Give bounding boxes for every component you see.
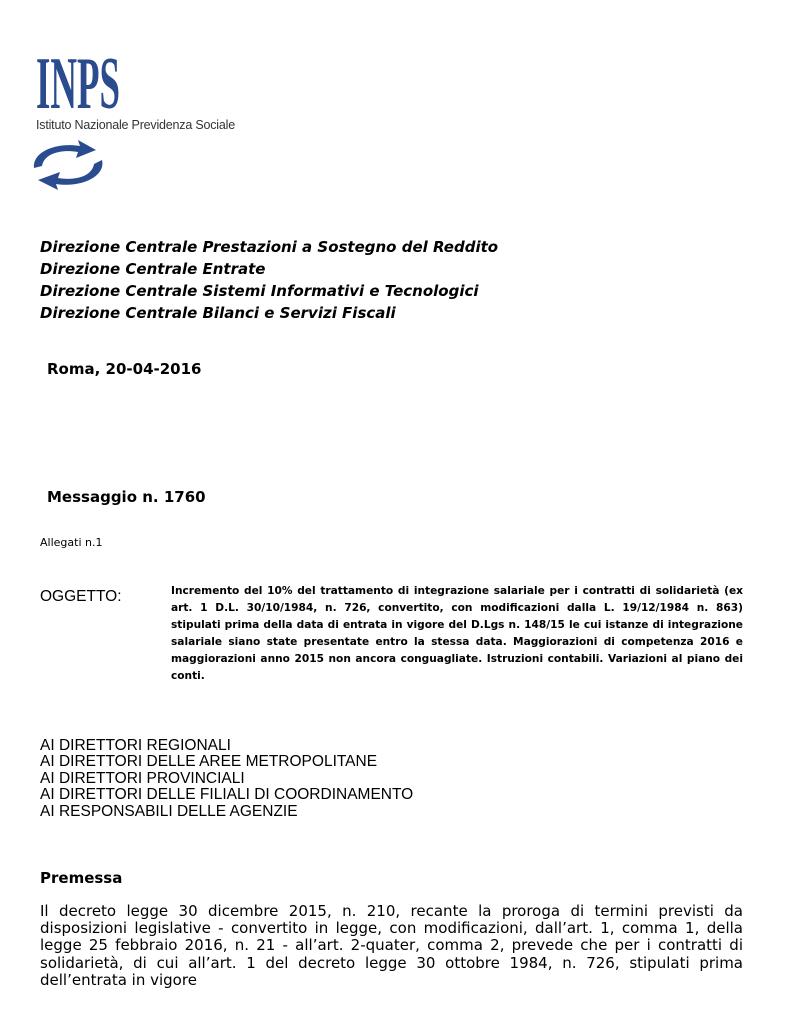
recipient-line: AI DIRETTORI REGIONALI	[40, 737, 231, 754]
recipient-line: AI DIRETTORI PROVINCIALI	[40, 769, 245, 787]
attachments-count: Allegati n.1	[40, 536, 103, 549]
inps-logo-word: INPS	[36, 44, 120, 114]
subject-label: OGGETTO:	[40, 588, 122, 605]
directorate-line: Direzione Centrale Bilanci e Servizi Fiscali	[40, 304, 396, 322]
directorates-block	[40, 236, 498, 324]
section-title: Premessa	[40, 869, 123, 887]
directorate-line: Direzione Centrale Sistemi Informativi e Tecnologici	[40, 282, 479, 300]
recipient-line: AI RESPONSABILI DELLE AGENZIE	[40, 802, 298, 820]
inps-logo-subtitle: Istituto Nazionale Previdenza Sociale	[36, 118, 235, 132]
date-line: Roma, 20-04-2016	[47, 360, 202, 378]
message-number: Messaggio n. 1760	[47, 488, 206, 506]
recipients-list	[40, 738, 413, 820]
body-paragraph: Il decreto legge 30 dicembre 2015, n. 210, recante la proroga di termini previsti da disposizioni legislative - convertito in legge, con modificazioni, dall’art. 1, comma 1, della legge 25 febbraio 2016, n. 21 - all’art. 2-quater, comma 2, prevede che per i contratti di solidarietà, di cui all’art. 1 del decreto legge 30 ottobre 1984, n. 726, stipulati prima dell’entrata in vigore	[40, 902, 743, 989]
directorate-line: Direzione Centrale Prestazioni a Sostegno del Reddito	[40, 238, 499, 256]
directorate-line: Direzione Centrale Entrate	[40, 260, 266, 278]
inps-arrows-icon	[26, 138, 110, 190]
recipient-line: AI DIRETTORI DELLE FILIALI DI COORDINAMENTO	[40, 786, 414, 804]
recipient-line: AI DIRETTORI DELLE AREE METROPOLITANE	[40, 753, 378, 771]
subject-text: Incremento del 10% del trattamento di integrazione salariale per i contratti di solidarietà (ex art. 1 D.L. 30/10/1984, n. 726, convertito, con modificazioni dalla L. 19/12/1984 n. 863) stipulati prima della data di entrata in vigore del D.Lgs n. 148/15 le cui istanze di integrazione salariale siano state presentate entro la stessa data. Maggiorazioni di competenza 2016 e maggiorazioni anno 2015 non ancora conguagliate. Istruzioni contabili. Variazioni al piano dei conti.	[171, 585, 743, 682]
inps-logo	[36, 44, 122, 114]
